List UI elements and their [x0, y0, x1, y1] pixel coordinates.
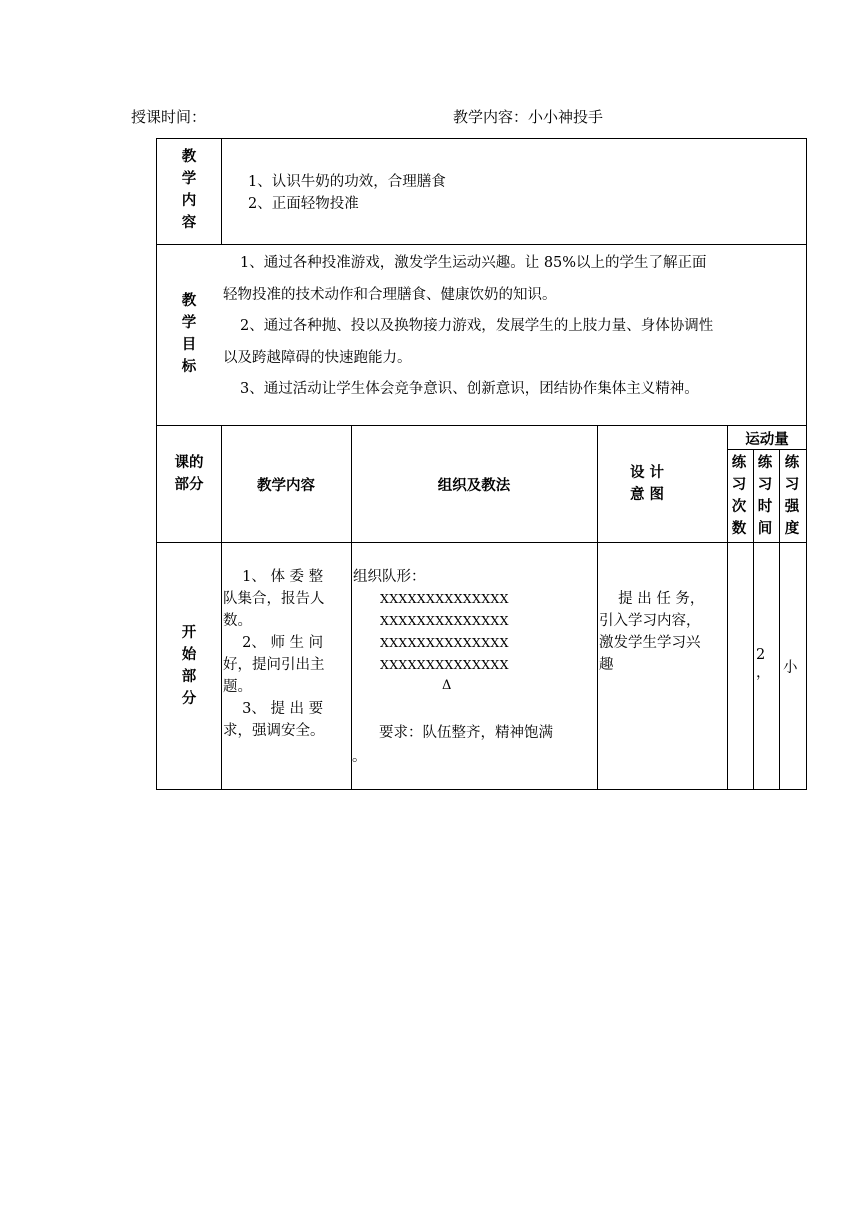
- exercise-intensity-value: 小: [783, 660, 798, 676]
- design-intent-text: 提 出 任 务， 引入学习内容， 激发学生学习兴 趣: [599, 591, 705, 673]
- teaching-content-item: 1、认识牛奶的功效，合理膳食: [248, 174, 446, 190]
- formation-row: XXXXXXXXXXXXXX: [380, 591, 509, 606]
- exercise-load-header: 运动量: [745, 432, 789, 448]
- exercise-time-header: 练 习 时 间: [757, 455, 773, 537]
- teaching-goals-text: [223, 248, 807, 406]
- table-divider: [156, 425, 807, 426]
- formation-requirement: 要求：队伍整齐，精神饱满: [379, 725, 553, 741]
- lesson-time-label: 授课时间：: [131, 108, 207, 126]
- exercise-time-value: 2 ，: [756, 647, 771, 681]
- exercise-intensity-header: 练 习 强 度: [784, 455, 800, 537]
- exercise-count-header: 练 习 次 数: [731, 455, 747, 537]
- goal-line: 3、通过活动让学生体会竞争意识、创新意识，团结协作集体主义精神。: [240, 381, 699, 397]
- table-divider: [156, 244, 807, 245]
- teaching-content-item: 2、正面轻物投准: [248, 196, 359, 212]
- table-divider: [156, 542, 807, 543]
- teaching-content-label: 教 学 内 容: [181, 149, 197, 231]
- requirement-end: 。: [352, 749, 367, 765]
- formation-row: XXXXXXXXXXXXXX: [380, 635, 509, 650]
- formation-row: XXXXXXXXXXXXXX: [380, 613, 509, 628]
- design-header: 设 计 意 图: [629, 465, 665, 503]
- table-border-top: [156, 138, 807, 139]
- lesson-content-label: 教学内容：小小神投手: [453, 108, 604, 126]
- start-section-label: 开 始 部 分: [181, 625, 197, 707]
- goal-line: 以及跨越障碍的快速跑能力。: [223, 349, 412, 366]
- table-border-right: [806, 138, 807, 790]
- formation-rows: [380, 588, 509, 676]
- formation-row: XXXXXXXXXXXXXX: [380, 657, 509, 672]
- goal-line: 轻物投准的技术动作和合理膳食、健康饮奶的知识。: [223, 286, 557, 303]
- method-header: 组织及教法: [437, 478, 511, 494]
- content-header: 教学内容: [257, 478, 315, 494]
- table-divider: [727, 449, 807, 450]
- table-border-bottom: [156, 789, 807, 790]
- goal-line: 1、通过各种投准游戏，激发学生运动兴趣。让 85%以上的学生了解正面: [240, 255, 707, 271]
- part-header: 课的 部分: [174, 455, 204, 493]
- start-content-text: 1、 体 委 整 队集合，报告人 数。 2、 师 生 问 好，提问引出主 题。 3、 提 出 要 求，强调安全。: [223, 569, 325, 739]
- goal-line: 2、通过各种抛、投以及换物接力游戏，发展学生的上肢力量、身体协调性: [240, 318, 714, 334]
- teacher-mark: Δ: [442, 678, 452, 693]
- teaching-goals-label: 教 学 目 标: [181, 293, 197, 375]
- formation-title: 组织队形：: [353, 569, 426, 585]
